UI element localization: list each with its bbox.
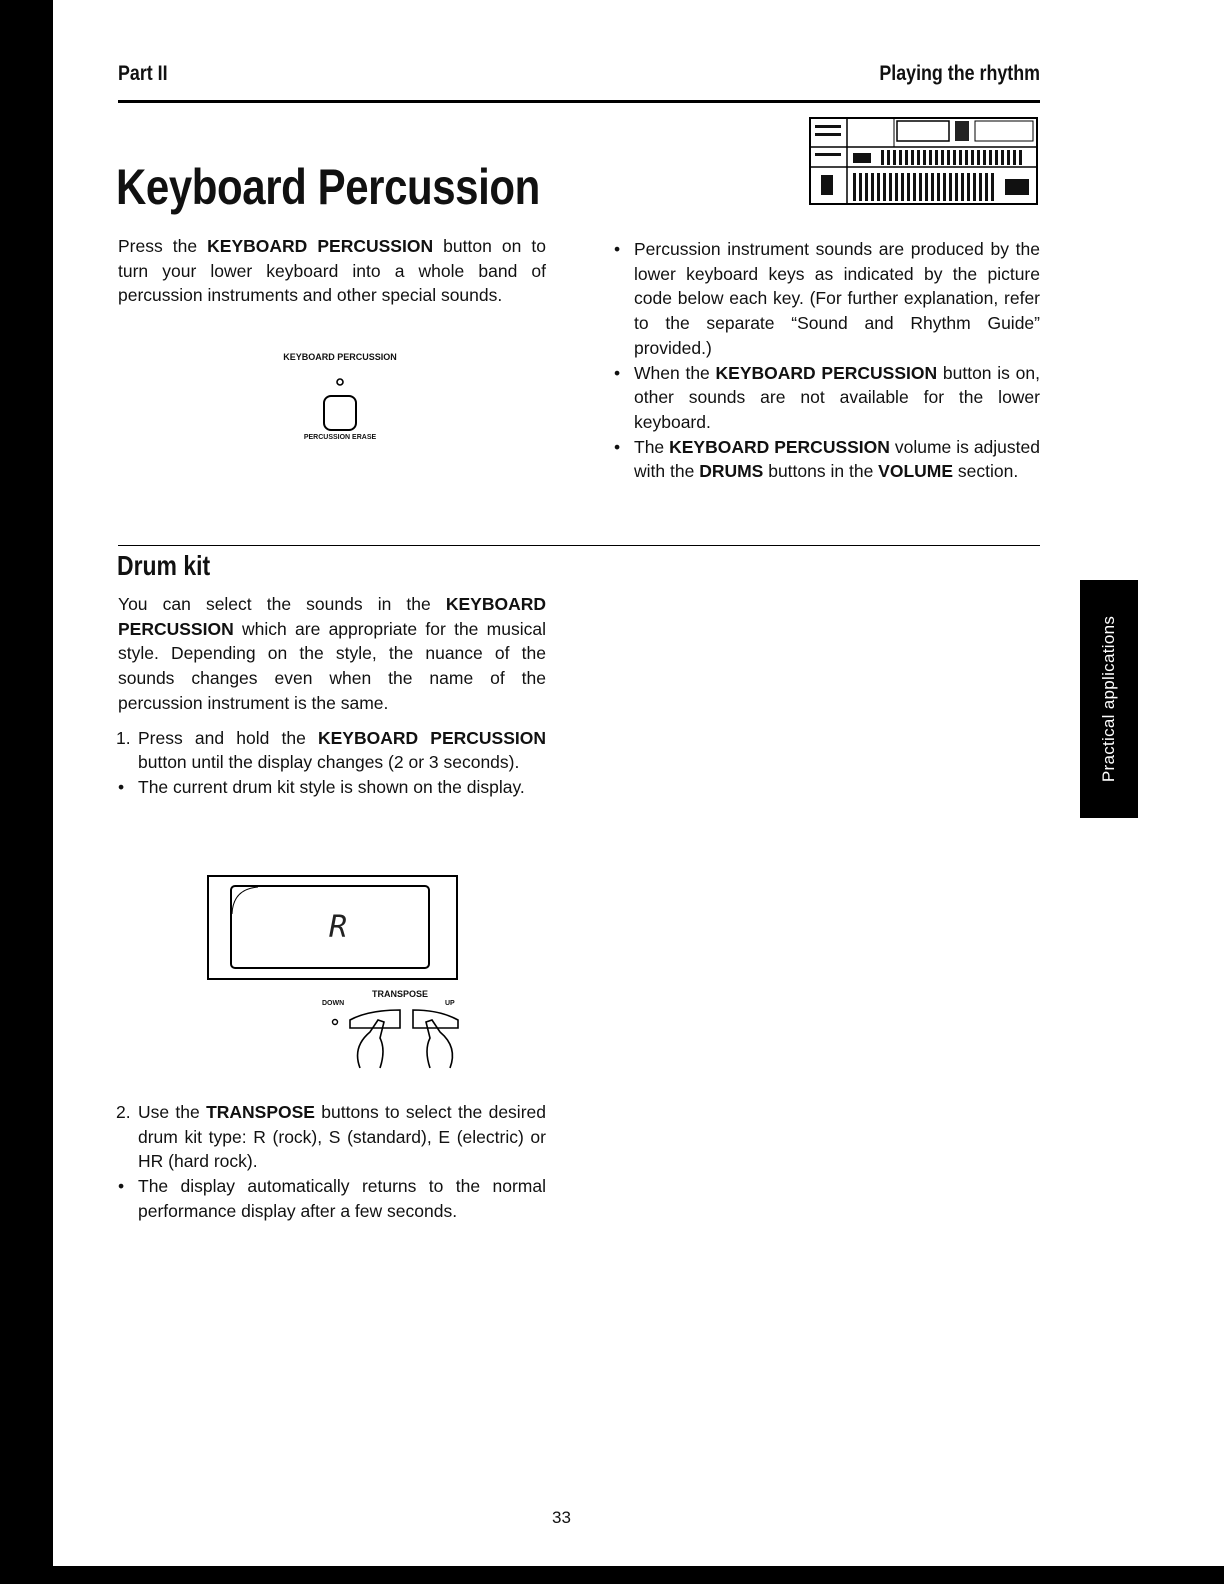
display-illustration	[200, 872, 462, 1072]
step-2-note: • The display automatically returns to the normal performance display after a few seconds.	[118, 1174, 546, 1223]
display-readout: R	[328, 910, 348, 945]
list-item: • When the KEYBOARD PERCUSSION button is on, other sounds are not available for the lower keyboard.	[614, 361, 1040, 435]
drum-kit-text-upper	[118, 592, 546, 800]
page-header	[118, 60, 1040, 103]
side-tab	[1080, 580, 1138, 818]
drum-kit-heading: Drum kit	[117, 550, 211, 581]
header-section: Playing the rhythm	[879, 62, 1040, 85]
page-title: Keyboard Percussion	[116, 159, 540, 215]
drum-kit-intro: You can select the sounds in the KEYBOARD PERCUSSION which are appropriate for the musical style. Depending on the style, the nuance of the sounds changes even when the name of the percussion instrument is the same.	[118, 594, 546, 713]
scan-edge-left	[0, 0, 53, 1584]
step-2: 2. Use the TRANSPOSE buttons to select the desired drum kit type: R (rock), S (standard), E (electric) or HR (hard rock).	[116, 1102, 546, 1172]
keyboard-percussion-button[interactable]	[270, 370, 410, 440]
drum-kit-text-lower	[118, 1100, 546, 1224]
keyboard-panel-illustration	[809, 117, 1038, 205]
section-divider	[118, 545, 1040, 546]
transpose-label: TRANSPOSE	[371, 989, 428, 999]
page-number: 33	[552, 1508, 571, 1527]
side-tab-label: Practical applications	[1099, 615, 1119, 783]
step-1-note: • The current drum kit style is shown on the display.	[118, 775, 546, 800]
button-top-label: KEYBOARD PERCUSSION	[283, 352, 397, 362]
scan-edge-bottom	[0, 1566, 1224, 1584]
intro-paragraph: Press the KEYBOARD PERCUSSION button on to turn your lower keyboard into a whole band of percussion instruments and other special sounds.	[118, 236, 546, 306]
right-bullet-list	[614, 237, 1040, 484]
transpose-display-figure	[200, 872, 462, 1072]
step-1: 1. Press and hold the KEYBOARD PERCUSSION button until the display changes (2 or 3 seconds).	[116, 727, 546, 773]
button-bottom-label: PERCUSSION ERASE	[303, 434, 377, 441]
keyboard-percussion-button-figure	[270, 352, 410, 452]
list-item: • The KEYBOARD PERCUSSION volume is adjusted with the DRUMS buttons in the VOLUME section.	[614, 435, 1040, 484]
transpose-down-label: DOWN	[322, 1000, 345, 1007]
header-part: Part II	[118, 62, 168, 85]
transpose-up-label: UP	[445, 1000, 455, 1007]
list-item: • Percussion instrument sounds are produced by the lower keyboard keys as indicated by the picture code below each key. (For further explanation, refer to the separate “Sound and Rhythm Guide” provided.)	[614, 237, 1040, 361]
